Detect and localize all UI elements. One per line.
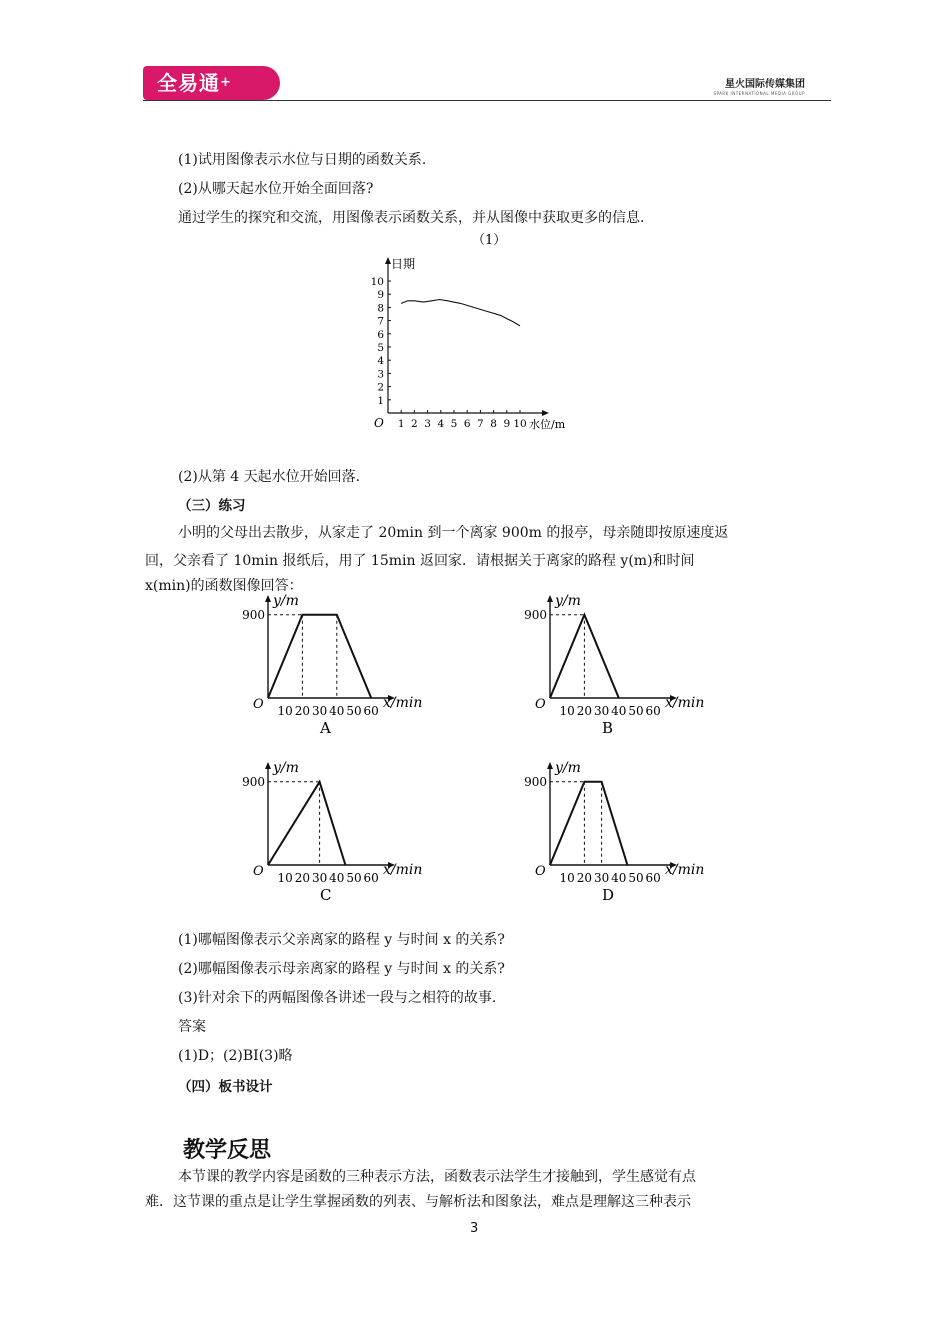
section-board-title: （四）板书设计 (178, 1079, 273, 1095)
graph-a (238, 588, 438, 738)
y-tick-label: 900 (524, 607, 547, 622)
graph-label: B (602, 719, 614, 737)
x-tick-label: 8 (490, 418, 497, 430)
x-tick-label: 60 (363, 704, 379, 718)
graph-d (520, 755, 720, 905)
y-tick-label: 900 (524, 774, 547, 789)
publisher-name: 星火国际传媒集团 (725, 79, 805, 90)
x-axis-label: 水位/m (529, 418, 566, 431)
y-tick-label: 5 (377, 342, 384, 354)
x-tick-label: 7 (477, 418, 484, 430)
logo-star: + (220, 75, 232, 90)
x-tick-label: 5 (450, 418, 458, 430)
x-tick-label: 40 (329, 871, 345, 885)
origin-label: O (253, 697, 264, 712)
x-axis-label: x/min (383, 862, 423, 878)
x-axis-label: x/min (383, 695, 423, 711)
page-number: 3 (470, 1221, 479, 1236)
y-axis-label: y/m (555, 593, 581, 609)
graph-label: A (320, 719, 331, 737)
y-tick-label: 3 (377, 368, 384, 381)
y-axis-arrow (547, 762, 553, 769)
data-curve (401, 300, 520, 326)
y-tick-label: 9 (377, 289, 384, 302)
graph-c (238, 755, 438, 905)
x-axis-label: x/min (665, 862, 705, 878)
x-tick-label: 9 (503, 418, 511, 430)
x-tick-label: 60 (363, 871, 379, 885)
x-tick-label: 60 (645, 871, 661, 885)
practice-text-3: x(min)的函数图像回答： (145, 578, 303, 594)
y-tick-label: 6 (377, 328, 384, 341)
x-tick-label: 60 (645, 704, 661, 718)
y-tick-label: 900 (242, 607, 265, 622)
x-tick-label: 10 (277, 704, 293, 718)
y-tick-label: 2 (377, 381, 384, 394)
x-tick-label: 20 (576, 871, 593, 885)
answer-day-4: (2)从第 4 天起水位开始回落. (178, 469, 361, 485)
x-axis-arrow (542, 410, 549, 416)
origin-label: O (535, 697, 546, 712)
x-tick-label: 40 (329, 704, 345, 718)
x-tick-label: 20 (576, 704, 593, 718)
x-tick-label: 50 (346, 871, 362, 885)
y-axis-label: y/m (273, 760, 299, 776)
x-tick-label: 50 (628, 704, 644, 718)
x-tick-label: 40 (611, 871, 627, 885)
x-tick-label: 50 (346, 704, 362, 718)
water-level-chart (360, 228, 600, 438)
reflection-text-2: 难．这节课的重点是让学生掌握函数的列表、与解析法和图象法，难点是理解这三种表示 (145, 1194, 691, 1210)
question-2: (2)从哪天起水位开始全面回落? (178, 181, 374, 197)
origin-label: O (535, 864, 546, 879)
path-line (268, 782, 345, 865)
x-tick-label: 30 (593, 871, 610, 885)
x-tick-label: 2 (411, 418, 418, 430)
practice-question-3: (3)针对余下的两幅图像各讲述一段与之相符的故事. (178, 990, 497, 1006)
answer-label: 答案 (178, 1019, 206, 1035)
header-rule (143, 100, 831, 101)
y-axis-label: y/m (273, 593, 299, 609)
x-tick-label: 10 (559, 871, 575, 885)
x-tick-label: 1 (397, 418, 405, 430)
reflection-text-1: 本节课的教学内容是函数的三种表示方法，函数表示法学生才接触到，学生感觉有点 (178, 1169, 696, 1185)
y-tick-label: 8 (377, 302, 384, 315)
y-tick-label: 900 (242, 774, 265, 789)
x-tick-label: 30 (311, 871, 328, 885)
x-tick-label: 6 (463, 418, 471, 430)
intro-paragraph: 通过学生的探究和交流，用图像表示函数关系，并从图像中获取更多的信息. (178, 210, 645, 226)
y-tick-label: 10 (370, 276, 384, 288)
practice-question-1: (1)哪幅图像表示父亲离家的路程 y 与时间 x 的关系? (178, 932, 505, 948)
origin-label: O (374, 416, 384, 430)
graph-b (520, 588, 720, 738)
y-axis-arrow (265, 595, 271, 602)
x-tick-label: 4 (437, 418, 445, 430)
publisher-block (713, 75, 805, 96)
x-tick-label: 20 (294, 704, 311, 718)
chart-title: （1） (472, 233, 507, 248)
x-tick-label: 30 (593, 704, 610, 718)
y-tick-label: 4 (377, 355, 384, 368)
x-axis-label: x/min (665, 695, 705, 711)
answer-text: (1)D；(2)BI(3)略 (178, 1048, 293, 1064)
logo-text: 全易通 (157, 71, 220, 95)
path-line (550, 782, 627, 865)
x-tick-label: 50 (628, 871, 644, 885)
y-axis-label: y/m (555, 760, 581, 776)
practice-text-2: 回，父亲看了 10min 报纸后，用了 15min 返回家．请根据关于离家的路程 y(m)和时间 (145, 553, 695, 569)
x-tick-label: 10 (559, 704, 575, 718)
y-tick-label: 7 (377, 315, 384, 328)
publisher-english: SPARK INTERNATIONAL MEDIA GROUP (713, 91, 805, 96)
x-tick-label: 3 (424, 418, 431, 430)
section-practice-title: （三）练习 (178, 498, 246, 514)
x-tick-label: 30 (311, 704, 328, 718)
brand-logo (143, 66, 280, 100)
y-tick-label: 1 (377, 394, 384, 407)
origin-label: O (253, 864, 264, 879)
y-axis-arrow (547, 595, 553, 602)
practice-question-2: (2)哪幅图像表示母亲离家的路程 y 与时间 x 的关系? (178, 961, 505, 977)
y-axis-arrow (265, 762, 271, 769)
x-tick-label: 40 (611, 704, 627, 718)
x-tick-label: 10 (513, 418, 527, 430)
graph-label: D (602, 886, 615, 904)
x-tick-label: 10 (277, 871, 293, 885)
question-1: (1)试用图像表示水位与日期的函数关系. (178, 152, 427, 168)
practice-text-1: 小明的父母出去散步，从家走了 20min 到一个离家 900m 的报亭，母亲随即按原速度返 (178, 525, 729, 541)
path-line (268, 615, 371, 698)
graph-label: C (320, 886, 332, 904)
y-axis-label: 日期 (391, 257, 416, 271)
reflection-heading: 教学反思 (183, 1138, 272, 1163)
x-tick-label: 20 (294, 871, 311, 885)
